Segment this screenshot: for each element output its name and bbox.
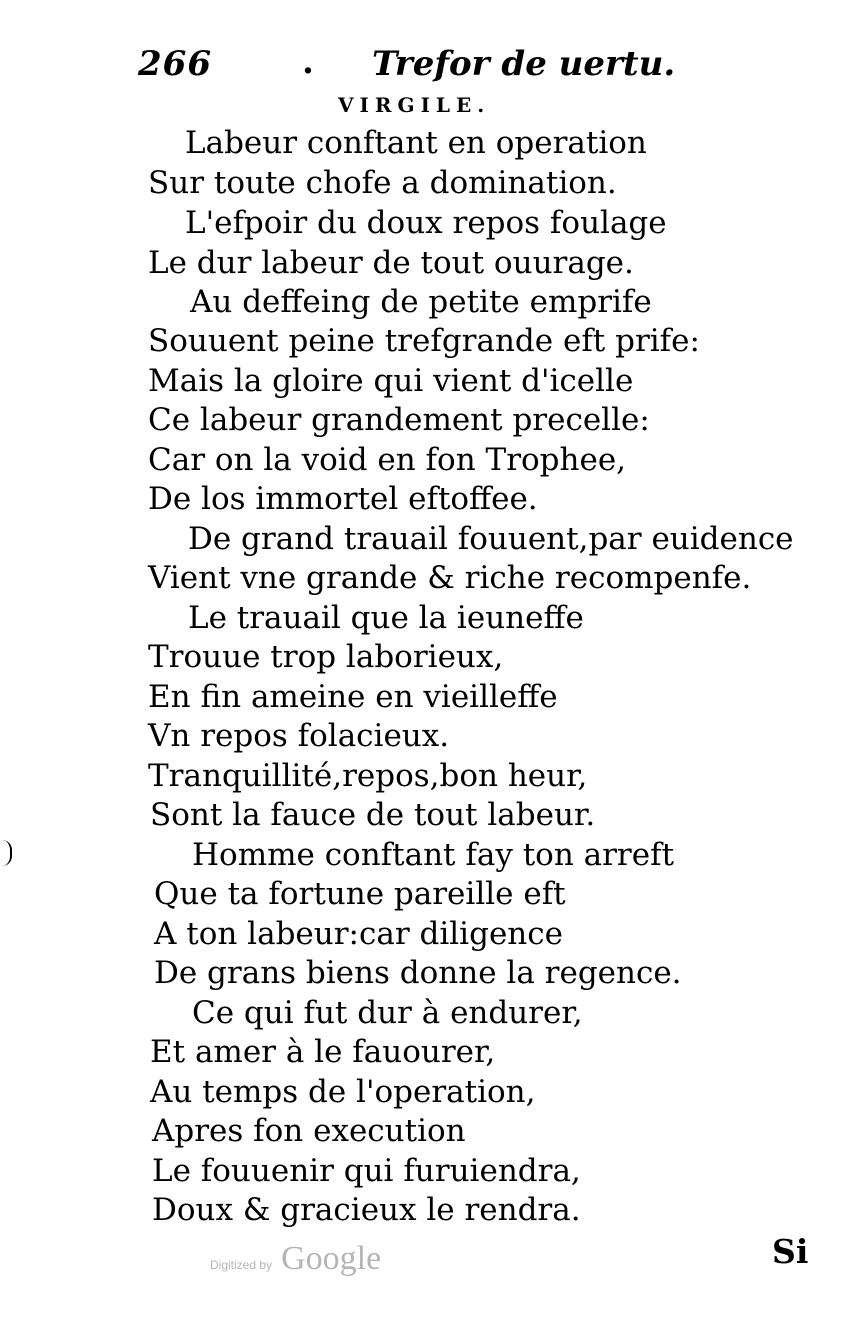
verse-line: Trouue trop laborieux, bbox=[148, 639, 504, 675]
digitized-watermark bbox=[210, 1240, 381, 1278]
verse-line: Que ta fortune pareille eft bbox=[154, 876, 566, 912]
page-number: 266 bbox=[138, 44, 212, 84]
verse-line: En fin ameine en vieilleffe bbox=[148, 679, 558, 715]
section-heading: VIRGILE. bbox=[338, 93, 491, 117]
verse-line: Au deffeing de petite emprife bbox=[190, 284, 652, 320]
verse-line: De grand trauail fouuent,par euidence bbox=[188, 521, 794, 557]
verse-line: Mais la gloire qui vient d'icelle bbox=[148, 363, 634, 399]
verse-line: Ce qui fut dur à endurer, bbox=[192, 995, 583, 1031]
watermark-brand: Google bbox=[281, 1240, 382, 1277]
verse-line: Car on la void en fon Trophee, bbox=[148, 442, 627, 478]
header-separator: . bbox=[302, 42, 314, 82]
verse-line: Doux & gracieux le rendra. bbox=[152, 1192, 581, 1228]
verse-line: Sur toute chofe a domination. bbox=[148, 165, 617, 201]
verse-line: Ce labeur grandement precelle: bbox=[148, 402, 650, 438]
watermark-prefix: Digitized by bbox=[210, 1258, 273, 1272]
margin-mark bbox=[2, 840, 12, 866]
verse-line: Homme conftant fay ton arreft bbox=[192, 837, 675, 873]
verse-line: Le fouuenir qui furuiendra, bbox=[152, 1153, 581, 1189]
verse-line: Le trauail que la ieuneffe bbox=[188, 600, 584, 636]
catchword: Si bbox=[772, 1232, 809, 1271]
verse-line: Vn repos folacieux. bbox=[148, 718, 450, 754]
verse-line: Et amer à le fauourer, bbox=[150, 1034, 496, 1070]
verse-line: Sont la fauce de tout labeur. bbox=[150, 797, 596, 833]
verse-line: Le dur labeur de tout ouurage. bbox=[148, 245, 634, 281]
verse-line: Apres fon execution bbox=[152, 1113, 466, 1149]
verse-line: Tranquillité,repos,bon heur, bbox=[148, 758, 588, 794]
verse-line: Souuent peine trefgrande eft prife: bbox=[148, 323, 700, 359]
page-header bbox=[0, 38, 866, 88]
verse-line: L'efpoir du doux repos foulage bbox=[185, 205, 667, 241]
verse-line: Vient vne grande & riche recompenfe. bbox=[148, 560, 752, 596]
running-title: Trefor de uertu. bbox=[372, 44, 676, 84]
verse-line: Labeur conftant en operation bbox=[185, 125, 647, 161]
verse-line: De los immortel eftoffee. bbox=[148, 481, 538, 517]
verse-line: A ton labeur:car diligence bbox=[154, 916, 563, 952]
verse-line: Au temps de l'operation, bbox=[150, 1074, 536, 1110]
verse-line: De grans biens donne la regence. bbox=[154, 955, 682, 991]
